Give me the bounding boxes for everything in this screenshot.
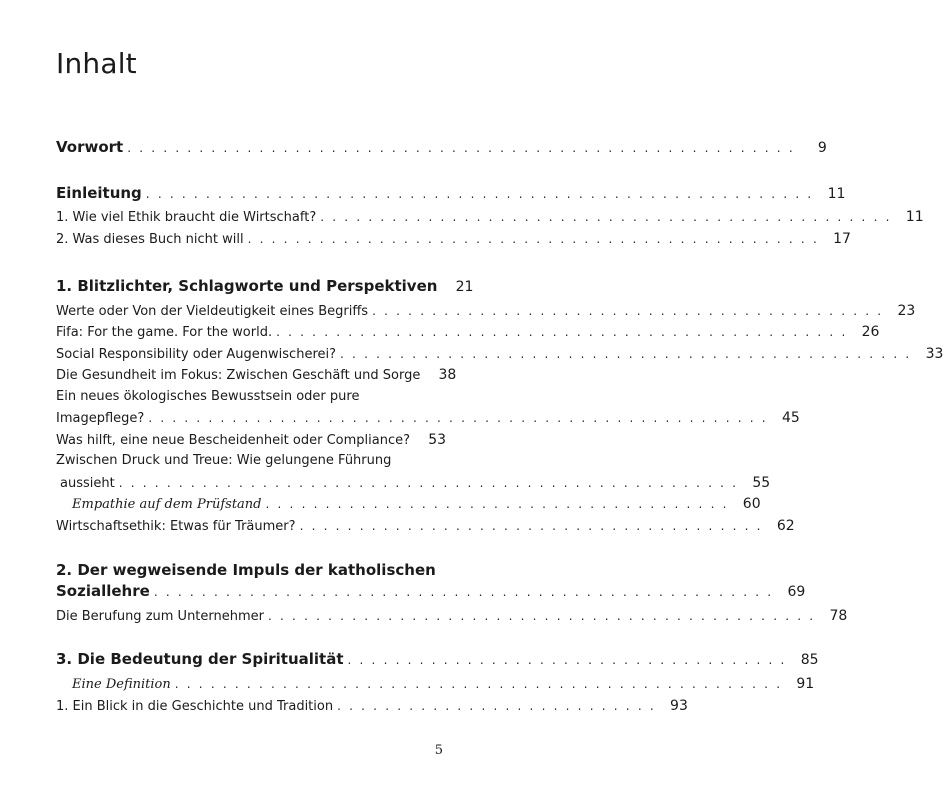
dot-leader: . . . . . . . . . . . . . . . . . . . . . . . . . . . . . . . . . . . . . . . . . . . . . . . . [247, 232, 819, 246]
toc-page-number: 91 [796, 676, 815, 692]
toc-entry-chapter-2-cont[interactable] [56, 582, 806, 604]
toc-page-number: 38 [438, 367, 457, 383]
toc-entry-title: Wirtschaftsethik: Etwas für Träumer? [56, 519, 296, 534]
dot-leader: . . . . . . . . . . . . . . . . . . . . . . . . . . . . . . . . . . . . . . . . . . . . . . . . . . . . . . . . [127, 141, 795, 155]
toc-page-number: 26 [861, 324, 880, 340]
toc-entry-chapter-2[interactable] [56, 561, 441, 583]
toc-page-number: 23 [897, 303, 916, 319]
dot-leader: . . . . . . . . . . . . . . . . . . . . . . . . . . . . . . . . . . . . . [347, 653, 787, 667]
toc-entry-title: Zwischen Druck und Treue: Wie gelungene Führung [56, 453, 392, 468]
toc-page-number: 55 [752, 475, 771, 491]
toc-page-number: 33 [925, 346, 943, 362]
dot-leader: . . . . . . . . . . . . . . . . . . . . . . . . . . . . . . . . . . . . . . . [299, 519, 763, 533]
toc-entry[interactable] [56, 608, 848, 630]
dot-leader: . . . . . . . . . . . . . . . . . . . . . . . . . . . [337, 699, 656, 713]
toc-entry[interactable] [56, 453, 441, 475]
toc-entry-title: 1. Wie viel Ethik braucht die Wirtschaft? [56, 210, 317, 225]
toc-entry[interactable] [56, 518, 795, 540]
toc-page-number: 60 [742, 496, 761, 512]
dot-leader: . . . . . . . . . . . . . . . . . . . . . . . . . . . . . . . . . . . . . . . . . . . . . . . . [320, 210, 892, 224]
toc-entry-einleitung[interactable] [56, 184, 846, 206]
dot-leader: . . . . . . . . . . . . . . . . . . . . . . . . . . . . . . . . . . . . . . . . . . . . . . . . . . . . [153, 585, 774, 599]
toc-entry-title: Social Responsibility oder Augenwischerei? [56, 347, 337, 362]
toc-entry[interactable] [56, 324, 880, 346]
toc-entry[interactable] [72, 676, 815, 698]
toc-entry-title: Einleitung [56, 184, 142, 202]
toc-page-number: 11 [905, 209, 924, 225]
toc-page-number: 9 [817, 140, 827, 156]
dot-leader: . . . . . . . . . . . . . . . . . . . . . . . . . . . . . . . . . . . . . . . . . . . . . . . . . . . . [118, 476, 739, 490]
toc-entry[interactable] [56, 367, 457, 389]
dot-leader: . . . . . . . . . . . . . . . . . . . . . . . . . . . . . . . . . . . . . . . . . . . . . . . . [340, 347, 912, 361]
dot-leader: . . . . . . . . . . . . . . . . . . . . . . . . . . . . . . . . . . . . . . . [265, 497, 729, 511]
toc-entry[interactable] [56, 389, 441, 411]
toc-page-number: 93 [670, 698, 688, 714]
toc-entry-title: Was hilft, eine neue Bescheidenheit oder Compliance? [56, 433, 411, 448]
toc-entry[interactable] [72, 496, 761, 518]
toc-entry[interactable] [56, 209, 924, 231]
toc-entry-title: Eine Definition [72, 677, 171, 692]
page-title: Inhalt [56, 47, 137, 80]
toc-entry[interactable] [56, 303, 916, 325]
toc-entry-vorwort[interactable] [56, 138, 827, 160]
toc-entry-title: Werte oder Von der Vieldeutigkeit eines Begriffs [56, 304, 369, 319]
toc-entry[interactable] [56, 346, 943, 368]
toc-page-number: 85 [800, 652, 819, 668]
toc-entry-title: 2. Der wegweisende Impuls der katholischen [56, 561, 436, 579]
toc-entry-title: 2. Was dieses Buch nicht will [56, 232, 244, 247]
toc-entry-title: Empathie auf dem Prüfstand [72, 497, 262, 512]
toc-entry-title: 1. Ein Blick in die Geschichte und Tradition [56, 699, 334, 714]
page-number: 5 [434, 743, 443, 758]
toc-page-number: 11 [827, 186, 846, 202]
toc-entry-title: Fifa: For the game. For the world. [56, 325, 273, 340]
toc-entry-title: Die Gesundheit im Fokus: Zwischen Geschäft und Sorge [56, 368, 421, 383]
toc-entry-chapter-1[interactable] [56, 277, 474, 299]
toc-entry-title: Vorwort [56, 138, 124, 156]
dot-leader: . . . . . . . . . . . . . . . . . . . . . . . . . . . . . . . . . . . . . . . . . . . . . . . . . . . . . . . . [145, 187, 814, 201]
toc-entry-title: Ein neues ökologisches Bewusstsein oder pure [56, 389, 360, 404]
toc-page-number: 62 [776, 518, 795, 534]
toc-entry-title: 3. Die Bedeutung der Spiritualität [56, 650, 344, 668]
dot-leader: . . . . . . . . . . . . . . . . . . . . . . . . . . . . . . . . . . . . . . . . . . . . . . . . . . . . [148, 411, 768, 425]
toc-page-number: 45 [781, 410, 800, 426]
toc-entry[interactable] [56, 432, 447, 454]
dot-leader: . . . . . . . . . . . . . . . . . . . . . . . . . . . . . . . . . . . . . . . . . . . . . . . . [276, 325, 848, 339]
toc-entry-title: Die Berufung zum Unternehmer [56, 609, 264, 624]
dot-leader: . . . . . . . . . . . . . . . . . . . . . . . . . . . . . . . . . . . . . . . . . . . . . . . . . . . [174, 677, 783, 691]
dot-leader: . . . . . . . . . . . . . . . . . . . . . . . . . . . . . . . . . . . . . . . . . . . . . . [268, 609, 816, 623]
toc-entry-title: Soziallehre [56, 582, 150, 600]
toc-page-number: 69 [787, 584, 806, 600]
dot-leader: . . . . . . . . . . . . . . . . . . . . . . . . . . . . . . . . . . . . . . . . . . . [372, 304, 884, 318]
toc-entry[interactable] [56, 410, 800, 432]
toc-entry-title: aussieht [60, 476, 115, 491]
toc-page-number: 53 [428, 432, 447, 448]
toc-page-number: 21 [455, 279, 474, 295]
toc-page-number: 17 [833, 231, 851, 247]
toc-page-number: 78 [829, 608, 848, 624]
toc-entry[interactable] [60, 475, 771, 497]
toc-entry-chapter-3[interactable] [56, 650, 819, 672]
toc-entry-title: 1. Blitzlichter, Schlagworte und Perspektiven [56, 277, 438, 295]
toc-entry[interactable] [56, 698, 688, 720]
toc-entry-title: Imagepflege? [56, 411, 145, 426]
toc-entry[interactable] [56, 231, 851, 253]
